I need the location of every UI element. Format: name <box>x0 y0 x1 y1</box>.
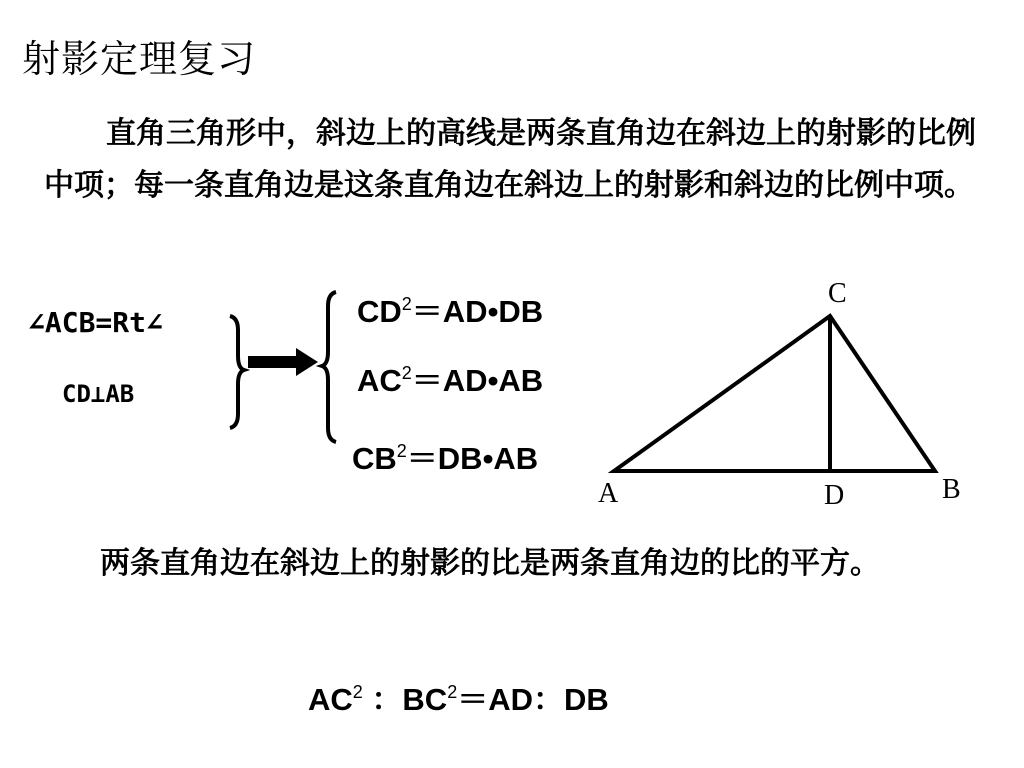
condition-brace <box>230 316 244 428</box>
condition-right-angle: ∠ACB=Rt∠ <box>28 306 163 339</box>
formula-brace <box>322 292 336 442</box>
formula-cb: $CB^2=DB•AB$ <box>352 441 539 476</box>
ratio-text: 两条直角边在斜边上的射影的比是两条直角边的比的平方。 <box>100 546 880 581</box>
vertex-label-c: C <box>828 278 847 309</box>
vertex-label-b: B <box>942 474 961 505</box>
implies-arrow <box>248 348 318 376</box>
page-title: 射影定理复习 <box>22 37 257 81</box>
vertex-label-a: A <box>598 478 619 509</box>
theorem-text: 直角三角形中，斜边上的高线是两条直角边在斜边上的射影的比例中项；每一条直角边是这条直角边在斜边上的射影和斜边的比例中项。 <box>44 116 976 203</box>
foot-label-d: D <box>824 480 845 511</box>
triangle-abc <box>614 316 935 471</box>
formula-ac: $AC^2=AD•AB$ <box>357 363 544 398</box>
ratio-paragraph <box>38 538 988 590</box>
triangle-figure <box>614 316 935 471</box>
ratio-formula: $AC^2$ ：$BC^2=AD$：DB <box>308 682 609 717</box>
condition-perpendicular: CD⊥AB <box>62 380 135 408</box>
formula-cd: $CD^2=AD•DB$ <box>357 294 544 329</box>
